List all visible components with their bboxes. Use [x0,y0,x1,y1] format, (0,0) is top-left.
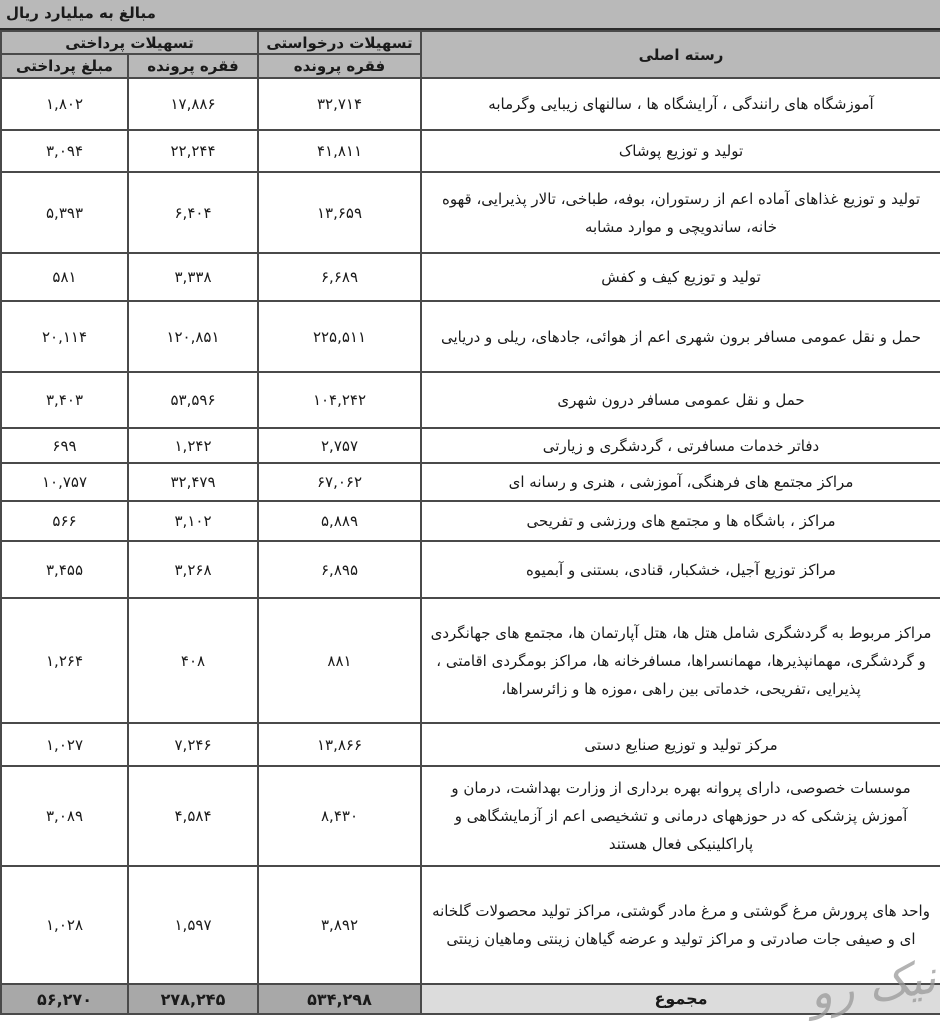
header-main-category: رسته اصلی [421,31,940,78]
table-row [1,78,940,130]
cell-paid-files: ۴,۵۸۴ [128,766,258,866]
cell-category: حمل و نقل عمومی مسافر برون شهری اعم از هوائی، جادهای، ریلی و دریایی [421,301,940,372]
cell-category: مراکز ، باشگاه ها و مجتمع های ورزشی و تفریحی [421,501,940,541]
cell-paid-files: ۱,۵۹۷ [128,866,258,984]
cell-paid-amount: ۱۰,۷۵۷ [1,463,128,501]
cell-paid-files: ۳,۱۰۲ [128,501,258,541]
cell-requested-files: ۲۲۵,۵۱۱ [258,301,421,372]
cell-category: مراکز مجتمع های فرهنگی، آموزشی ، هنری و رسانه ای [421,463,940,501]
cell-paid-amount: ۲۰,۱۱۴ [1,301,128,372]
table-row [1,501,940,541]
cell-requested-files: ۱۳,۸۶۶ [258,723,421,766]
cell-category: واحد های پرورش مرغ گوشتی و مرغ مادر گوشتی، مراکز تولید محصولات گلخانه ای و صیفی جات صادرتی و مراکز تولید و عرضه گیاهان زینتی وماهیان زینتی [421,866,940,984]
caption-text: مبالغ به میلیارد ریال [6,4,156,22]
cell-paid-files: ۶,۴۰۴ [128,172,258,253]
total-paid-amount: ۵۶,۲۷۰ [1,984,128,1014]
table-row [1,866,940,984]
cell-requested-files: ۸۸۱ [258,598,421,723]
cell-paid-amount: ۵۸۱ [1,253,128,301]
cell-paid-amount: ۶۹۹ [1,428,128,463]
table-row [1,301,940,372]
total-label: مجموع [421,984,940,1014]
cell-category: دفاتر خدمات مسافرتی ، گردشگری و زیارتی [421,428,940,463]
caption-bar [0,0,940,30]
table-row [1,766,940,866]
header-requested-files: فقره پرونده [258,54,421,78]
cell-requested-files: ۱۳,۶۵۹ [258,172,421,253]
header-row-group [1,31,940,54]
cell-paid-amount: ۳,۴۰۳ [1,372,128,428]
table-row [1,172,940,253]
cell-category: تولید و توزیع غذاهای آماده اعم از رستوران، بوفه، طباخی، تالار پذیرایی، قهوه خانه، ساندویچی و موارد مشابه [421,172,940,253]
cell-paid-amount: ۱,۲۶۴ [1,598,128,723]
total-paid-files: ۲۷۸,۲۴۵ [128,984,258,1014]
cell-category: تولید و توزیع پوشاک [421,130,940,172]
cell-category: مرکز تولید و توزیع صنایع دستی [421,723,940,766]
cell-paid-amount: ۱,۰۲۸ [1,866,128,984]
cell-requested-files: ۸,۴۳۰ [258,766,421,866]
cell-requested-files: ۳,۸۹۲ [258,866,421,984]
cell-paid-amount: ۱,۰۲۷ [1,723,128,766]
table-row [1,372,940,428]
cell-paid-files: ۴۰۸ [128,598,258,723]
cell-requested-files: ۲,۷۵۷ [258,428,421,463]
table-row [1,598,940,723]
cell-paid-amount: ۵۶۶ [1,501,128,541]
cell-paid-files: ۳,۲۶۸ [128,541,258,598]
cell-requested-files: ۴۱,۸۱۱ [258,130,421,172]
table-row [1,253,940,301]
cell-paid-files: ۵۳,۵۹۶ [128,372,258,428]
cell-paid-amount: ۳,۴۵۵ [1,541,128,598]
cell-category: موسسات خصوصی، دارای پروانه بهره برداری از وزارت بهداشت، درمان و آموزش پزشکی که در حوزههای درمانی و تشخیصی اعم از آزمایشگاهی و پاراکلینیکی فعال هستند [421,766,940,866]
cell-category: حمل و نقل عمومی مسافر درون شهری [421,372,940,428]
cell-category: مراکز مربوط به گردشگری شامل هتل ها، هتل آپارتمان ها، مجتمع های جهانگردی و گردشگری، مهمانپذیرها، مهمانسراها، مسافرخانه ها، مراکز بومگردی اقامتی ، پذیرایی ،تفریحی، خدماتی بین راهی ،موزه ها و زائرسراها، [421,598,940,723]
header-paid-files: فقره پرونده [128,54,258,78]
table-row [1,463,940,501]
cell-paid-files: ۱۲۰,۸۵۱ [128,301,258,372]
cell-paid-files: ۳,۳۳۸ [128,253,258,301]
cell-requested-files: ۱۰۴,۲۴۲ [258,372,421,428]
table-row [1,428,940,463]
cell-requested-files: ۵,۸۸۹ [258,501,421,541]
cell-requested-files: ۳۲,۷۱۴ [258,78,421,130]
cell-paid-files: ۷,۲۴۶ [128,723,258,766]
cell-paid-amount: ۳,۰۹۴ [1,130,128,172]
total-row [1,984,940,1014]
watermark-logo: نیک رو [805,949,940,1021]
cell-requested-files: ۶۷,۰۶۲ [258,463,421,501]
cell-paid-amount: ۵,۳۹۳ [1,172,128,253]
table-row [1,130,940,172]
cell-paid-files: ۲۲,۲۴۴ [128,130,258,172]
header-requested-group: تسهیلات درخواستی [258,31,421,54]
cell-paid-files: ۳۲,۴۷۹ [128,463,258,501]
cell-category: مراکز توزیع آجیل، خشکبار، قنادی، بستنی و آبمیوه [421,541,940,598]
total-requested-files: ۵۳۴,۲۹۸ [258,984,421,1014]
cell-paid-amount: ۳,۰۸۹ [1,766,128,866]
cell-category: تولید و توزیع کیف و کفش [421,253,940,301]
cell-requested-files: ۶,۶۸۹ [258,253,421,301]
cell-paid-amount: ۱,۸۰۲ [1,78,128,130]
cell-requested-files: ۶,۸۹۵ [258,541,421,598]
table-row [1,723,940,766]
table-row [1,541,940,598]
header-paid-group: تسهیلات پرداختی [1,31,258,54]
cell-category: آموزشگاه های رانندگی ، آرایشگاه ها ، سالنهای زیبایی وگرمابه [421,78,940,130]
cell-paid-files: ۱,۲۴۲ [128,428,258,463]
header-paid-amount: مبلغ پرداختی [1,54,128,78]
facilities-table [0,30,940,1015]
cell-paid-files: ۱۷,۸۸۶ [128,78,258,130]
